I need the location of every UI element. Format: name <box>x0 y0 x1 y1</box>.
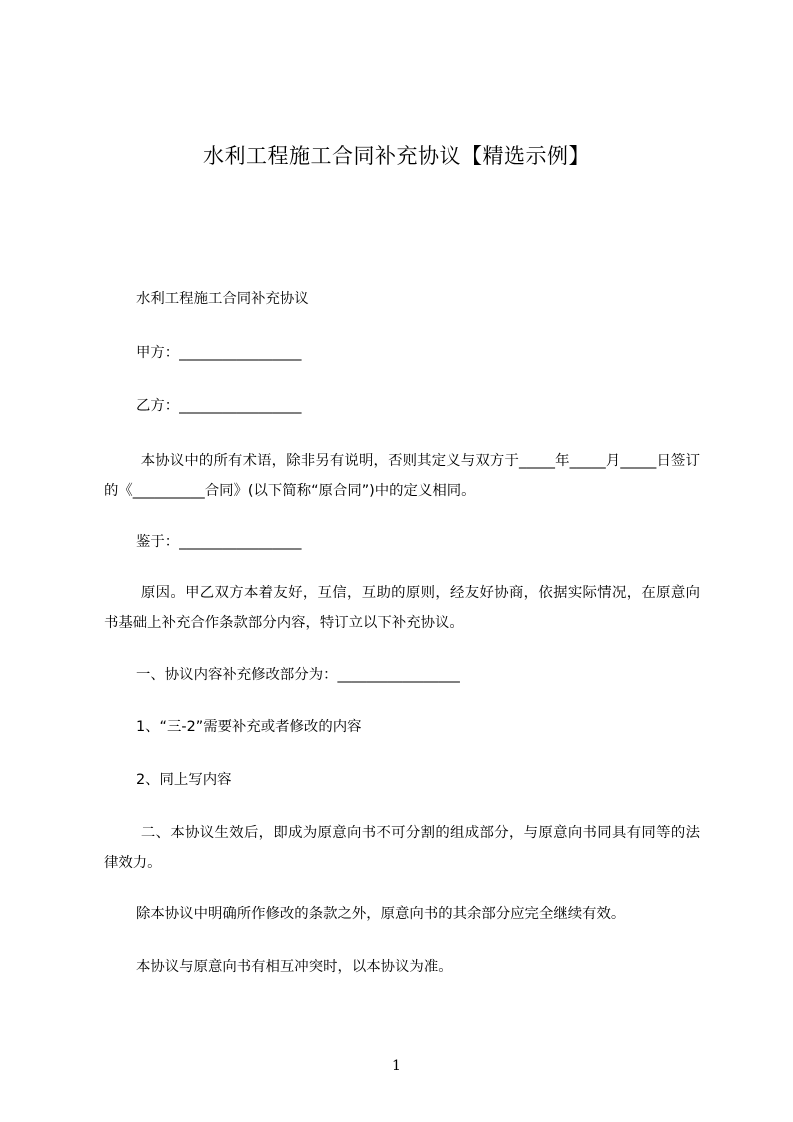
paragraph-reason: 原因。甲乙双方本着友好，互信，互助的原则，经友好协商，依据实际情况，在原意向书基础上补充合作条款部分内容，特订立以下补充协议。 <box>104 585 700 631</box>
paragraph-whereas: 鉴于：_________________ <box>136 534 302 550</box>
paragraph-party-a: 甲方：_________________ <box>136 345 302 361</box>
paragraph-clause-one: 一、协议内容补充修改部分为：_________________ <box>136 667 460 683</box>
paragraph-terms-definition: 本协议中的所有术语，除非另有说明，否则其定义与双方于_____年_____月_____日签订的《__________合同》(以下简称“原合同”)中的定义相同。 <box>104 453 700 499</box>
paragraph-remaining-valid: 除本协议中明确所作修改的条款之外，原意向书的其余部分应完全继续有效。 <box>136 906 626 922</box>
page-number: 1 <box>392 1058 401 1074</box>
paragraph-item-two: 2、同上写内容 <box>136 772 232 788</box>
paragraph-item-one: 1、“三-2”需要补充或者修改的内容 <box>136 719 362 735</box>
paragraph-clause-two: 二、本协议生效后，即成为原意向书不可分割的组成部分，与原意向书同具有同等的法律效力。 <box>104 825 700 871</box>
paragraph-conflict-rule: 本协议与原意向书有相互冲突时，以本协议为准。 <box>136 959 453 975</box>
paragraph-party-b: 乙方：_________________ <box>136 398 302 414</box>
paragraph-agreement-name: 水利工程施工合同补充协议 <box>136 291 309 307</box>
document-title: 水利工程施工合同补充协议【精选示例】 <box>203 144 590 168</box>
